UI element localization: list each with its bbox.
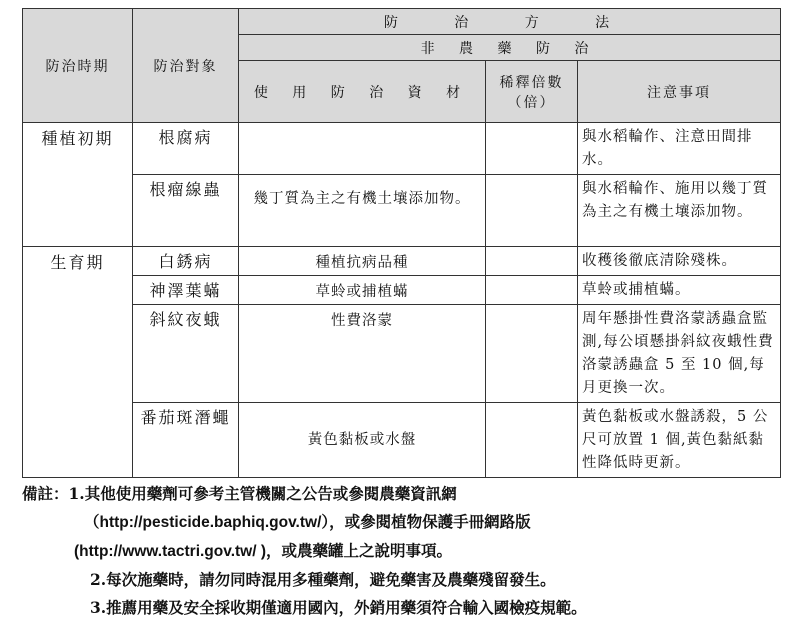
dilution-cell (486, 276, 578, 305)
material-cell (239, 123, 486, 175)
header-material: 使 用 防 治 資 材 (239, 61, 486, 123)
header-dilution (486, 61, 578, 123)
material-cell: 幾丁質為主之有機土壤添加物。 (239, 175, 486, 247)
dilution-cell (486, 123, 578, 175)
target-cell: 斜紋夜蛾 (133, 305, 239, 403)
dilution-cell (486, 305, 578, 403)
period-cell: 種植初期 (23, 123, 133, 175)
target-cell: 根腐病 (133, 123, 239, 175)
note-cell: 周年懸掛性費洛蒙誘蟲盒監測,每公頃懸掛斜紋夜蛾性費洛蒙誘蟲盒 5 至 10 個,每月更換一次。 (578, 305, 781, 403)
table-row (23, 403, 781, 478)
remark-item-2: 2.每次施藥時，請勿同時混用多種藥劑，避免藥害及農藥殘留發生。 (90, 570, 556, 589)
table-row (23, 305, 781, 403)
header-non-pesticide: 非 農 藥 防 治 (239, 35, 781, 61)
period-cell (23, 403, 133, 478)
remarks (22, 480, 792, 622)
remark-item-1: 1.其他使用藥劑可參考主管機關之公告或參閱農藥資訊網 (68, 484, 457, 503)
remark-line-2 (22, 508, 792, 537)
table-row (23, 175, 781, 247)
remark-line-1 (22, 480, 792, 508)
note-cell: 與水稻輪作、施用以幾丁質為主之有機土壤添加物。 (578, 175, 781, 247)
header-period: 防治時期 (23, 9, 133, 123)
remark-item-1-cont: ），或參閱植物保護手冊網路版 (321, 512, 531, 531)
header-notes: 注意事項 (578, 61, 781, 123)
period-cell (23, 276, 133, 305)
target-cell: 白銹病 (133, 247, 239, 276)
tactri-link[interactable]: (http://www.tactri.gov.tw/ ) (74, 543, 267, 560)
remark-paren-open: （ (84, 512, 100, 531)
material-cell: 性費洛蒙 (239, 305, 486, 403)
period-cell: 生育期 (23, 247, 133, 276)
remarks-label: 備註： (22, 484, 69, 503)
header-dilution-line2: （倍） (507, 94, 556, 111)
header-dilution-line1: 稀釋倍數 (499, 74, 564, 91)
target-cell: 神澤葉蟎 (133, 276, 239, 305)
note-cell: 黃色黏板或水盤誘殺，5 公尺可放置 1 個,黃色黏紙黏性降低時更新。 (578, 403, 781, 478)
material-cell: 種植抗病品種 (239, 247, 486, 276)
target-cell: 根瘤線蟲 (133, 175, 239, 247)
remark-item-3: 3.推薦用藥及安全採收期僅適用國內，外銷用藥須符合輸入國檢疫規範。 (90, 598, 587, 617)
period-cell (23, 305, 133, 403)
pesticide-link[interactable]: http://pesticide.baphiq.gov.tw/ (99, 514, 322, 531)
target-cell: 番茄斑潛蠅 (133, 403, 239, 478)
remark-line-3 (22, 537, 792, 566)
period-cell (23, 175, 133, 247)
dilution-cell (486, 403, 578, 478)
table-row (23, 247, 781, 276)
material-cell: 黃色黏板或水盤 (239, 403, 486, 478)
table-row (23, 276, 781, 305)
dilution-cell (486, 175, 578, 247)
note-cell: 草蛉或捕植蟎。 (578, 276, 781, 305)
table-row (23, 123, 781, 175)
dilution-cell (486, 247, 578, 276)
remark-item-1-end: ，或農藥罐上之說明事項。 (266, 541, 453, 560)
pest-control-table (22, 8, 781, 478)
header-method: 防 治 方 法 (239, 9, 781, 35)
material-cell: 草蛉或捕植蟎 (239, 276, 486, 305)
note-cell: 與水稻輪作、注意田間排水。 (578, 123, 781, 175)
header-target: 防治對象 (133, 9, 239, 123)
note-cell: 收穫後徹底清除殘株。 (578, 247, 781, 276)
